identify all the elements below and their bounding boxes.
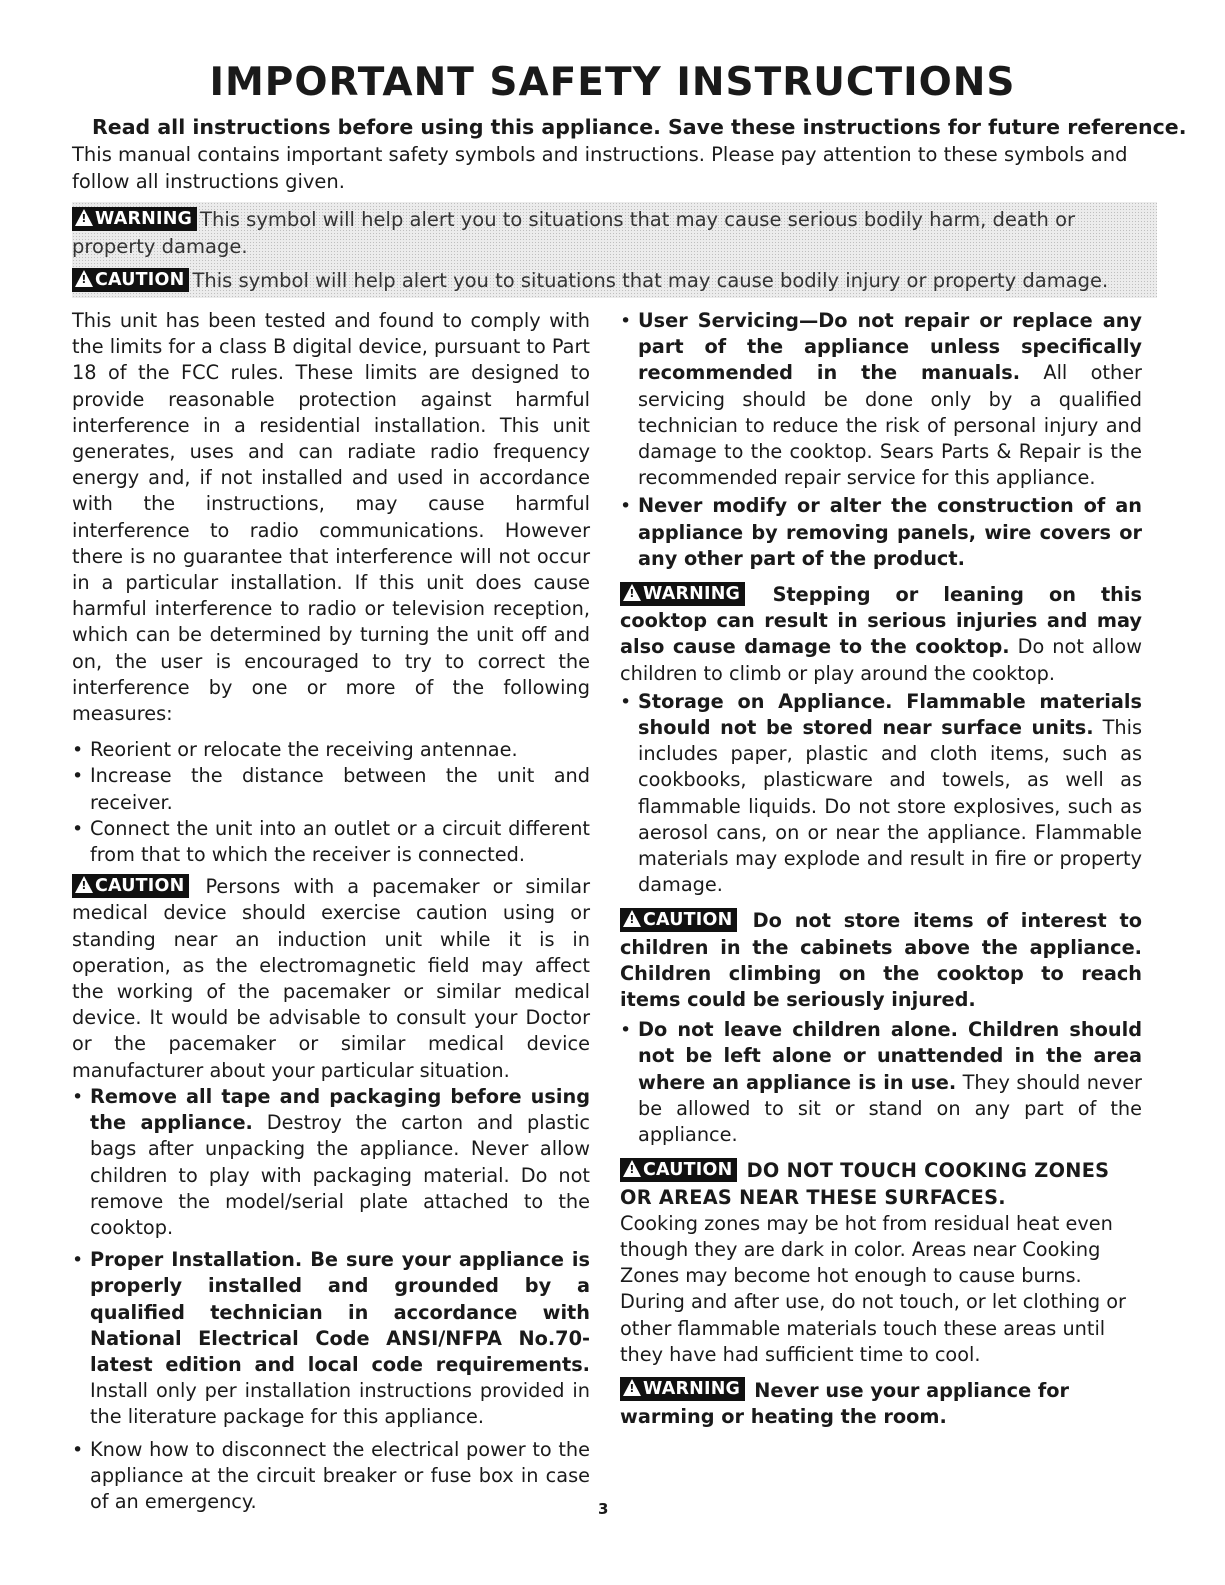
- left-column: [72, 308, 590, 1515]
- warning-notice: [72, 206, 1157, 260]
- warning-notice-text: This symbol will help alert you to situations that may cause serious bodily harm, death or property damage.: [72, 208, 1076, 258]
- packaging-item: • Remove all tape and packaging before using the appliance. Destroy the carton and plastic bags after unpacking the appliance. Never allow children to play with packaging material. Do not remove the model/serial plate attached to the cooktop.: [72, 1084, 590, 1241]
- intro-text: This manual contains important safety symbols and instructions. Please pay attention to these symbols and follow all instructions given.: [72, 143, 1128, 193]
- page-title: IMPORTANT SAFETY INSTRUCTIONS: [209, 60, 1016, 105]
- warning-badge: ! WARNING: [620, 582, 745, 606]
- alert-triangle-icon: !: [623, 584, 641, 601]
- installation-item: • Proper Installation. Be sure your appliance is properly installed and grounded by a qualified technician in accordance with National Electrical Code ANSI/NFPA No.70-latest edition and local code requirements. Install only per installation instructions provided in the literature package for this appliance.: [72, 1247, 590, 1430]
- list-item: • Connect the unit into an outlet or a circuit different from that to which the receiver is connected.: [72, 816, 590, 868]
- caution-badge: ! CAUTION: [620, 1158, 737, 1182]
- alert-triangle-icon: !: [623, 910, 641, 927]
- caution-notice-text: This symbol will help alert you to situations that may cause bodily injury or property damage.: [192, 269, 1109, 292]
- intro-heading: Read all instructions before using this appliance. Save these instructions for future reference.: [92, 115, 1187, 139]
- right-column: [620, 308, 1142, 1430]
- list-item: • Reorient or relocate the receiving antennae.: [72, 737, 590, 763]
- page-number: 3: [598, 1500, 609, 1518]
- warning-badge: ! WARNING: [620, 1377, 745, 1401]
- storage-item: • Storage on Appliance. Flammable materials should not be stored near surface units. This includes paper, plastic and cloth items, such as cookbooks, plasticware and towels, as well as flammable liquids. Do not store explosives, such as aerosol cans, on or near the appliance. Flammable materials may explode and result in fire or property damage.: [620, 689, 1142, 899]
- alert-triangle-icon: !: [623, 1379, 641, 1396]
- touch-caution: ! CAUTION DO NOT TOUCH COOKING ZONES OR AREAS NEAR THESE SURFACES.: [620, 1159, 1110, 1209]
- alert-triangle-icon: !: [75, 270, 93, 287]
- pacemaker-text: Persons with a pacemaker or similar medical device should exercise caution using or standing near an induction unit while it is in operation, as the electromagnetic field may affect the working of the pacemaker or similar medical device. It would be advisable to consult your Doctor or the pacemaker or similar medical device manufacturer about your particular situation.: [72, 875, 590, 1082]
- children-item: • Do not leave children alone. Children should not be left alone or unattended in the area where an appliance is in use. They should never be allowed to sit or stand on any part of the appliance.: [620, 1017, 1142, 1148]
- cabinets-caution: ! CAUTION Do not store items of interest to children in the cabinets above the appliance. Children climbing on the cooktop to reach items could be seriously injured.: [620, 909, 1142, 1012]
- caution-badge: ! CAUTION: [72, 268, 189, 292]
- touch-text: Cooking zones may be hot from residual heat even though they are dark in color. Areas near Cooking Zones may become hot enough to cause burns. During and after use, do not touch, or let clothing or other flammable materials touch these areas until they have had sufficient time to cool.: [620, 1211, 1126, 1366]
- alert-triangle-icon: !: [75, 209, 93, 226]
- modify-item: • Never modify or alter the construction of an appliance by removing panels, wire covers or any other part of the product.: [620, 493, 1142, 572]
- pacemaker-caution: [72, 874, 590, 1084]
- warning-badge: ! WARNING: [72, 207, 197, 231]
- fcc-paragraph: This unit has been tested and found to comply with the limits for a class B digital device, pursuant to Part 18 of the FCC rules. These limits are designed to provide reasonable protection against harmful interference in a residential installation. This unit generates, uses and can radiate radio frequency energy and, if not installed and used in accordance with the instructions, may cause harmful interference to radio communications. However there is no guarantee that interference will not occur in a particular installation. If this unit does cause harmful interference to radio or television reception, which can be determined by turning the unit off and on, the user is encouraged to try to correct the interference by one or more of the following measures:: [72, 309, 590, 726]
- symbol-notice-band: [72, 202, 1157, 298]
- caution-notice: [72, 267, 1157, 294]
- stepping-warning: ! WARNING Stepping or leaning on this cooktop can result in serious injuries and may also cause damage to the cooktop. Do not allow children to climb or play around the cooktop.: [620, 583, 1142, 685]
- measures-list: [72, 737, 590, 868]
- disconnect-item: • Know how to disconnect the electrical power to the appliance at the circuit breaker or fuse box in case of an emergency.: [72, 1437, 590, 1516]
- alert-triangle-icon: !: [75, 876, 93, 893]
- caution-badge: ! CAUTION: [620, 908, 737, 932]
- caution-badge: ! CAUTION: [72, 874, 189, 898]
- servicing-item: • User Servicing—Do not repair or replace any part of the appliance unless specifically recommended in the manuals. All other servicing should be done only by a qualified technician to reduce the risk of personal injury and damage to the cooktop. Sears Parts & Repair is the recommended repair service for this appliance.: [620, 308, 1142, 491]
- heating-warning: ! WARNING Never use your appliance for warming or heating the room.: [620, 1378, 1070, 1429]
- list-item: • Increase the distance between the unit and receiver.: [72, 763, 590, 815]
- alert-triangle-icon: !: [623, 1160, 641, 1177]
